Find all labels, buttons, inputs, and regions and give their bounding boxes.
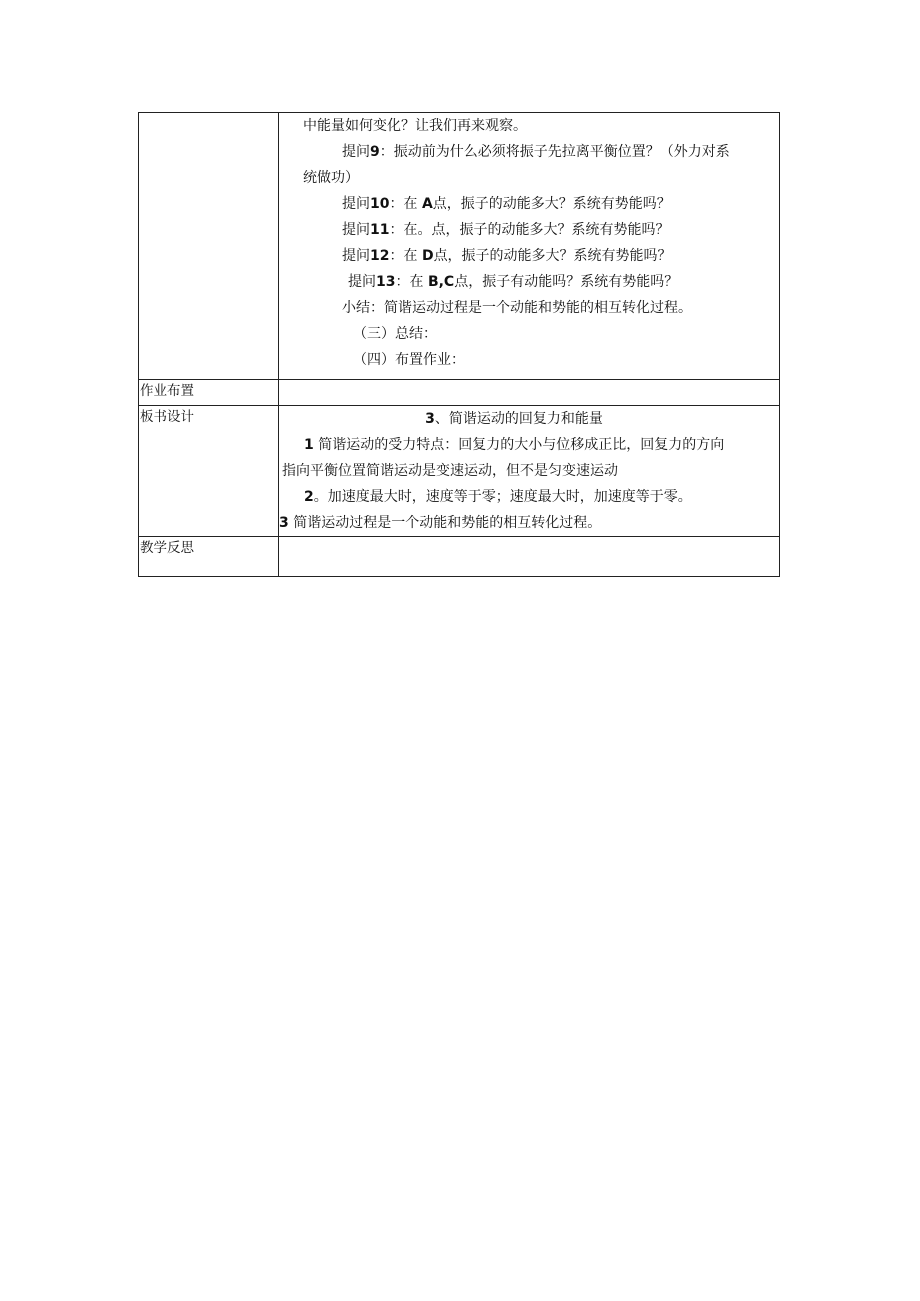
step-3-line: （三）总结： — [353, 326, 437, 342]
homework-row — [139, 380, 780, 406]
process-label-cell — [139, 113, 279, 380]
reflection-row — [139, 537, 780, 577]
homework-label: 作业布置 — [139, 380, 279, 406]
question-10: 提问10：在 A点，振子的动能多大？系统有势能吗？ — [342, 196, 671, 212]
homework-content — [279, 380, 780, 406]
process-line-cont: 中能量如何变化？让我们再来观察。 — [303, 118, 527, 134]
step-4-line: （四）布置作业： — [353, 352, 465, 368]
question-9: 提问9：振动前为什么必须将振子先拉离平衡位置？（外力对系 — [342, 144, 730, 160]
summary-line: 小结：简谐运动过程是一个动能和势能的相互转化过程。 — [342, 300, 692, 316]
reflection-content — [279, 537, 780, 577]
question-9-cont: 统做功） — [303, 170, 359, 186]
question-11: 提问11：在。点，振子的动能多大？系统有势能吗？ — [342, 222, 670, 238]
board-point-1-cont: 指向平衡位置简谐运动是变速运动，但不是匀变速运动 — [282, 463, 618, 479]
process-row — [139, 113, 780, 380]
board-design-row — [139, 406, 780, 537]
reflection-label: 教学反思 — [139, 537, 279, 577]
board-design-label: 板书设计 — [139, 406, 279, 537]
board-title: 3、简谐运动的回复力和能量 — [425, 411, 603, 427]
board-point-3: 3 简谐运动过程是一个动能和势能的相互转化过程。 — [279, 515, 602, 531]
process-content-cell — [279, 113, 780, 380]
board-design-content — [279, 406, 780, 537]
board-point-1: 1 简谐运动的受力特点：回复力的大小与位移成正比，回复力的方向 — [304, 437, 725, 453]
board-point-2: 2。加速度最大时，速度等于零；速度最大时，加速度等于零。 — [304, 489, 692, 505]
question-13: 提问13：在 B,C点，振子有动能吗？系统有势能吗？ — [348, 274, 679, 290]
lesson-plan-table — [138, 112, 780, 577]
question-12: 提问12：在 D点，振子的动能多大？系统有势能吗？ — [342, 248, 672, 264]
